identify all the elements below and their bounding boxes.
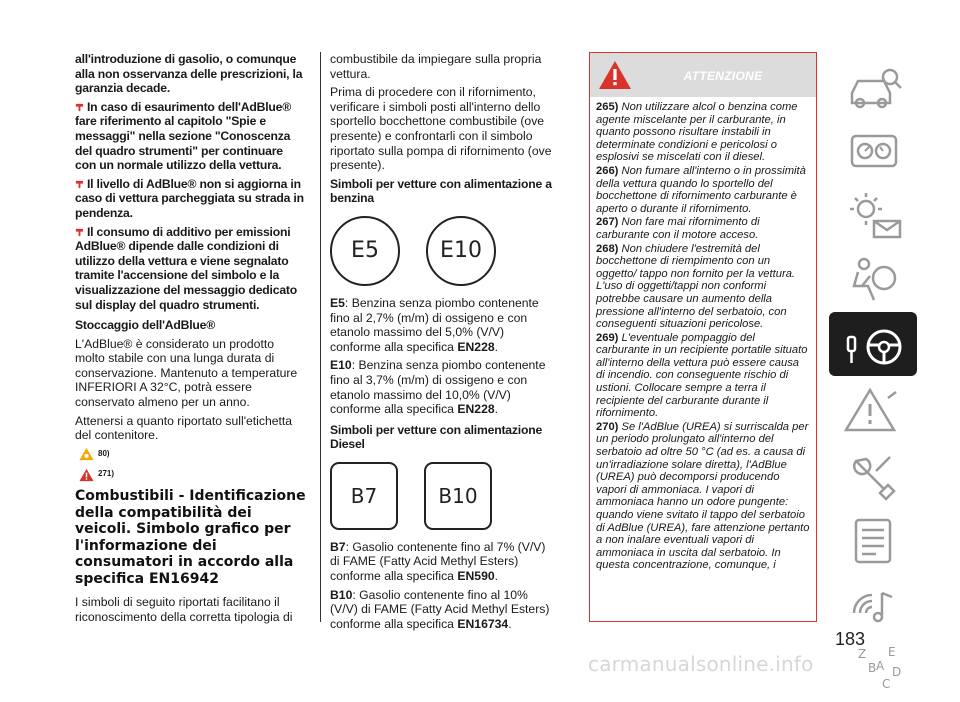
b10-spec: EN16734 bbox=[457, 616, 509, 631]
svg-text:B: B bbox=[868, 661, 877, 675]
warning-item bbox=[596, 243, 810, 331]
warning-item-number: 267) bbox=[596, 216, 619, 229]
fuel-check-paragraph: Prima di procedere con il rifornimento, verificare i simboli posti all'interno dello sportello bocchettone combustibile (ove presente) e confrontarli con il simbolo riportato sulla pompa di rifornimento (ove presente). bbox=[330, 85, 552, 173]
e10-label: E10 bbox=[330, 358, 352, 373]
note-text: In caso di esaurimento dell'AdBlue® fare riferimento al capitolo "Spie e messaggi" nella sezione "Conoscenza del quadro strumenti" per continuare con un normale utilizzo della vettura. bbox=[75, 99, 291, 173]
e10-symbol: E10 bbox=[426, 216, 496, 286]
warning-item-number: 269) bbox=[596, 331, 619, 344]
e10-text: : Benzina senza piombo contenente fino al 3,7% (m/m) di ossigeno e con etanolo massimo del 10,0% (V/V) conforme alla specifica bbox=[330, 358, 546, 417]
warning-ref-number: 271) bbox=[98, 469, 115, 479]
svg-text:A: A bbox=[876, 659, 885, 673]
fuel-paragraph: combustibile da impiegare sulla propria vettura. bbox=[330, 52, 542, 81]
b7-spec: EN590 bbox=[457, 569, 495, 584]
section-intro: I simboli di seguito riportati facilitano il riconoscimento della corretta tipologia di bbox=[75, 595, 293, 624]
chapter-tab-4[interactable] bbox=[829, 247, 917, 311]
svg-text:E: E bbox=[888, 645, 896, 659]
chapter-tab-2[interactable] bbox=[829, 117, 917, 181]
warning-title: ATTENZIONE bbox=[683, 69, 763, 83]
warning-item-text: Se l'AdBlue (UREA) si surriscalda per un periodo prolungato all'interno del serbatoio ad oltre 50 °C (ad es. a causa di un'irradiazione solare diretta), l'AdBlue (UREA) può decomporsi producendo vapori di ammoniaca. I vapori di ammoniaca hanno un odore pungente: quando viene svitato il tappo del serbatoio di AdBlue (UREA), fare attenzione pertanto a non inalare eventuali vapori di ammoniaca in uscita dal serbatoio. In questa concentrazione, comunque, i bbox=[596, 420, 810, 572]
warning-item bbox=[596, 421, 810, 572]
chapter-tab-1[interactable] bbox=[829, 52, 917, 116]
b7-symbol: B7 bbox=[330, 462, 398, 530]
note-adblue-exhaustion bbox=[75, 100, 307, 173]
section-title: Combustibili - Identificazione della compatibilità dei veicoli. Simbolo grafico per l'informazione dei consumatori in accordo alla specifica EN16942 bbox=[75, 488, 306, 587]
chapter-tab-8[interactable] bbox=[829, 507, 917, 571]
diesel-heading: Simboli per vetture con alimentazione Diesel bbox=[330, 422, 543, 452]
key-steering-icon bbox=[838, 313, 908, 375]
warning-item-number: 266) bbox=[596, 164, 619, 177]
b10-description: B10: Gasolio contenente fino al 10% (V/V) di FAME (Fatty Acid Methyl Esters) conforme alla specifica EN16734. bbox=[330, 587, 550, 631]
storage-paragraph-label: Attenersi a quanto riportato sull'etichetta del contenitore. bbox=[75, 413, 293, 443]
svg-text:C: C bbox=[882, 677, 891, 691]
warning-item-number: 270) bbox=[596, 420, 619, 433]
chapter-tab-7[interactable] bbox=[829, 442, 917, 506]
svg-text:Z: Z bbox=[858, 647, 867, 661]
note-level-slope bbox=[75, 177, 307, 221]
e5-spec: EN228 bbox=[457, 339, 495, 354]
chapter-tab-6[interactable] bbox=[829, 377, 917, 441]
page-number: 183 bbox=[835, 629, 866, 649]
column-middle bbox=[330, 52, 556, 635]
e10-spec: EN228 bbox=[457, 402, 495, 417]
petrol-symbols bbox=[330, 216, 556, 286]
b7-label: B7 bbox=[330, 539, 346, 554]
warning-item-text: Non fare mai rifornimento di carburante con il motore acceso. bbox=[596, 216, 760, 241]
b10-label: B10 bbox=[330, 587, 353, 602]
e5-label: E5 bbox=[330, 295, 345, 310]
intro-paragraph: all'introduzione di gasolio, o comunque alla non osservanza delle prescrizioni, la garanzia decade. bbox=[75, 52, 303, 96]
e5-text: : Benzina senza piombo contenente fino al 2,7% (m/m) di ossigeno e con etanolo massimo del 5,0% (V/V) conforme alla specifica bbox=[330, 295, 539, 354]
warning-item-text: L'eventuale pompaggio del carburante in un recipiente portatile situato all'interno della vettura può essere causa di incendio. con conseguente rischio di ustioni. Collocare sempre a terra il recipiente del carburante durante il rifornimento. bbox=[596, 331, 808, 420]
warning-item-text: Non utilizzare alcol o benzina come agente miscelante per il carburante, in quanto possono risultare instabili in determinate condizioni e pericolosi o esplosivi se miscelati con il diesel. bbox=[596, 101, 798, 164]
warning-reference bbox=[79, 467, 307, 482]
warning-item-number: 265) bbox=[596, 101, 619, 113]
spec-list-icon bbox=[838, 508, 908, 570]
warning-item bbox=[596, 165, 810, 215]
warning-box bbox=[589, 52, 817, 622]
chapter-tabs bbox=[829, 52, 917, 702]
wrench-icon bbox=[75, 180, 84, 189]
warning-header bbox=[590, 53, 816, 97]
dashboard-icon bbox=[838, 118, 908, 180]
note-text: Il livello di AdBlue® non si aggiorna in caso di vettura parcheggiata su strada in pendenza. bbox=[75, 176, 304, 220]
wrench-icon bbox=[75, 103, 84, 112]
warning-item-text: Non fumare all'interno o in prossimità della vettura quando lo sportello del bocchettone di rifornimento carburante è aperto o durante il rifornimento. bbox=[596, 164, 806, 215]
b10-symbol: B10 bbox=[424, 462, 492, 530]
e5-symbol: E5 bbox=[330, 216, 400, 286]
column-left bbox=[75, 52, 307, 628]
e10-description: E10: Benzina senza piombo contenente fino al 3,7% (m/m) di ossigeno e con etanolo massimo del 10,0% (V/V) conforme alla specifica EN228. bbox=[330, 358, 546, 417]
warning-triangle-icon bbox=[79, 468, 94, 482]
diesel-symbols bbox=[330, 462, 556, 530]
chapter-tab-9[interactable] bbox=[829, 572, 917, 636]
service-wrench-icon bbox=[838, 443, 908, 505]
airbag-icon bbox=[838, 248, 908, 310]
column-divider bbox=[320, 52, 321, 622]
car-info-icon bbox=[838, 53, 908, 115]
chapter-tab-3[interactable] bbox=[829, 182, 917, 246]
warning-item-number: 268) bbox=[596, 242, 619, 255]
caution-ref-number: 80) bbox=[98, 448, 110, 458]
e5-description: E5: Benzina senza piombo contenente fino al 2,7% (m/m) di ossigeno e con etanolo massimo del 5,0% (V/V) conforme alla specifica EN228. bbox=[330, 295, 539, 354]
caution-reference bbox=[79, 447, 307, 462]
warning-list bbox=[590, 97, 816, 572]
storage-heading: Stoccaggio dell'AdBlue® bbox=[75, 318, 216, 333]
multimedia-icon bbox=[838, 573, 908, 635]
wrench-icon bbox=[75, 228, 84, 237]
b7-description: B7: Gasolio contenente fino al 7% (V/V) di FAME (Fatty Acid Methyl Esters) conforme alla specifica EN590. bbox=[330, 539, 546, 584]
caution-hand-icon bbox=[79, 447, 94, 461]
warning-item bbox=[596, 216, 810, 241]
chapter-tab-5[interactable] bbox=[829, 312, 917, 376]
note-consumption bbox=[75, 225, 307, 313]
warning-item bbox=[596, 101, 810, 164]
warning-item bbox=[596, 332, 810, 420]
warning-item-text: Non chiudere l'estremità del bocchettone di riempimento con un oggetto/ tappo non fornito per la vettura. L'uso di oggetti/tappi non conformi potrebbe causare un aumento della pressione all'interno del serbatoio, con conseguenti situazioni pericolose. bbox=[596, 242, 796, 331]
petrol-heading: Simboli per vetture con alimentazione a benzina bbox=[330, 176, 552, 206]
b10-text: : Gasolio contenente fino al 10% (V/V) di FAME (Fatty Acid Methyl Esters) conforme alla specifica bbox=[330, 587, 550, 631]
warning-triangle-icon bbox=[838, 378, 908, 440]
svg-text:D: D bbox=[892, 665, 902, 679]
b7-text: : Gasolio contenente fino al 7% (V/V) di FAME (Fatty Acid Methyl Esters) conforme alla specifica bbox=[330, 539, 546, 584]
note-text: Il consumo di additivo per emissioni AdBlue® dipende dalle condizioni di utilizzo della vettura e viene segnalato tramite l'accensione del simbolo e la visualizzazione del messaggio dedicato sul display del quadro strumenti. bbox=[75, 224, 297, 312]
storage-paragraph: L'AdBlue® è considerato un prodotto molto stabile con una lunga durata di conservazione. Mantenuto a temperature INFERIORI A 32°C, potrà essere conservato almeno per un anno. bbox=[75, 336, 298, 410]
light-mail-icon bbox=[838, 183, 908, 245]
watermark: carmanualsonline.info bbox=[588, 652, 814, 676]
